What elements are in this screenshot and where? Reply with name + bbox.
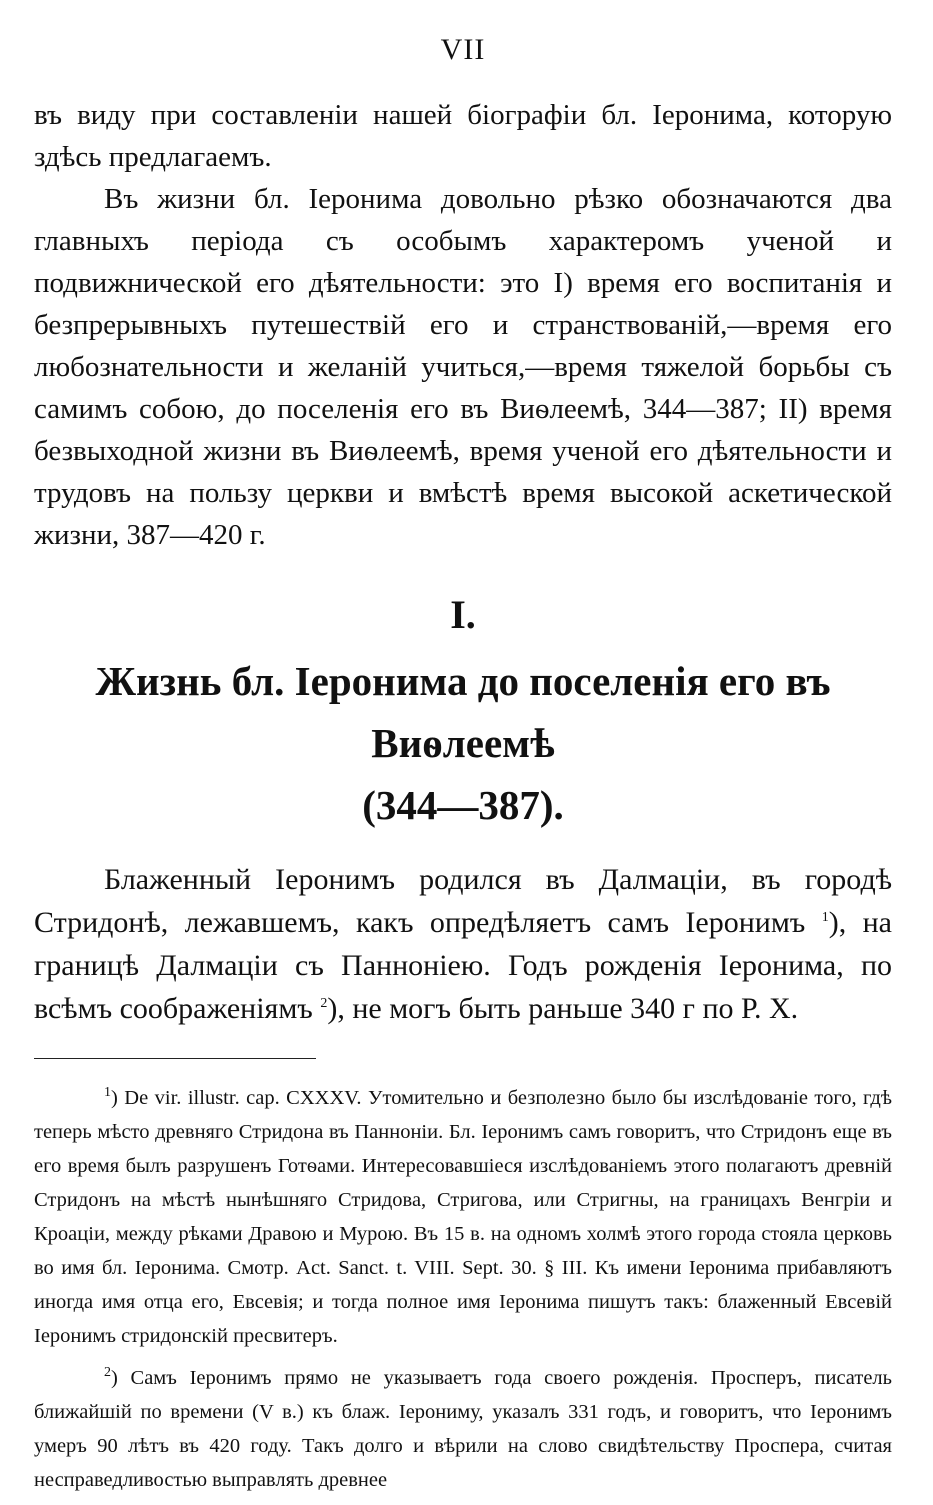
main-paragraph-start: Блаженный Іеронимъ родился въ Далмаціи, въ городѣ Стридонѣ, лежавшемъ, какъ опредѣляетъ самъ Іеронимъ bbox=[34, 863, 892, 939]
intro-paragraph-2: Въ жизни бл. Іеронима довольно рѣзко обозначаются два главныхъ періода съ особымъ характеромъ ученой и подвижнической его дѣятельности: это I) время его воспитанія и безпрерывныхъ путешествій его и странствованій,—время его любознательности и желаній учиться,—время тяжелой борьбы съ самимъ собою, до поселенія его въ Виѳлеемѣ, 344—387; II) время безвыходной жизни въ Виѳлеемѣ, время ученой его дѣятельности и трудовъ на пользу церкви и вмѣстѣ время высокой аскетической жизни, 387—420 г. bbox=[34, 183, 892, 551]
page bbox=[34, 30, 892, 1505]
footnote-2-text: ) Самъ Іеронимъ прямо не указываетъ года своего рожденія. Просперъ, писатель ближайшій по времени (V в.) къ блаж. Іерониму, указалъ 331 годъ, и говоритъ, что Іеронимъ умеръ 90 лѣтъ въ 420 году. Такъ долго и вѣрили на слово свидѣтельству Проспера, считая несправедливостью выправлять древнее bbox=[34, 1367, 892, 1491]
intro-text bbox=[34, 94, 892, 556]
footnote-2-mark: 2 bbox=[104, 1365, 111, 1381]
footnote-1-text: ) De vir. illustr. cap. CXXXV. Утомительно и безполезно было бы изслѣдованіе того, гдѣ теперь мѣсто древняго Стридона въ Панноніи. Бл. Іеронимъ самъ говоритъ, что Стридонъ еще въ его время былъ разрушенъ Готѳами. Интересовавшіеся изслѣдованіемъ этого полагаютъ древній Стридонъ на мѣстѣ нынѣшняго Стридова, Стригова, или Стригны, на границахъ Венгріи и Кроаціи, между рѣками Дравою и Мурою. Въ 15 в. на одномъ холмѣ этого города стояла церковь во имя бл. Іеронима. Смотр. Act. Sanct. t. VIII. Sept. 30. § III. Къ имени Іеронима прибавляютъ иногда имя отца его, Евсевія; и тогда полное имя Іеронима пишутъ такъ: блаженный Евсевій Іеронимъ стридонскій пресвитеръ. bbox=[34, 1087, 892, 1347]
main-paragraph bbox=[34, 858, 892, 1030]
footnote-ref-2: 2 bbox=[320, 996, 328, 1011]
main-text bbox=[34, 858, 892, 1030]
footnote-ref-1: 1 bbox=[821, 910, 829, 925]
intro-paragraph-1: въ виду при составленіи нашей біографіи бл. Іеронима, которую здѣсь предлагаемъ. bbox=[34, 99, 892, 173]
footnote-1-mark: 1 bbox=[104, 1085, 111, 1101]
section-title bbox=[34, 650, 892, 836]
section-number: I. bbox=[450, 592, 476, 637]
footnotes bbox=[34, 1081, 892, 1497]
page-number: VII bbox=[440, 33, 486, 66]
section-title-line-2: (344—387). bbox=[362, 782, 564, 828]
main-paragraph-end: ), не могъ быть раньше 340 г по Р. Х. bbox=[327, 992, 799, 1025]
footnote-1 bbox=[34, 1081, 892, 1353]
section-title-line-1: Жизнь бл. Іеронима до поселенія его въ Виѳлеемѣ bbox=[95, 658, 831, 766]
footnote-2 bbox=[34, 1361, 892, 1497]
footnote-divider bbox=[34, 1058, 316, 1059]
main-paragraph-mid: ), на границѣ Далмаціи съ Панноніею. Годъ рожденія Іеронима, по всѣмъ соображеніямъ bbox=[34, 906, 892, 1025]
